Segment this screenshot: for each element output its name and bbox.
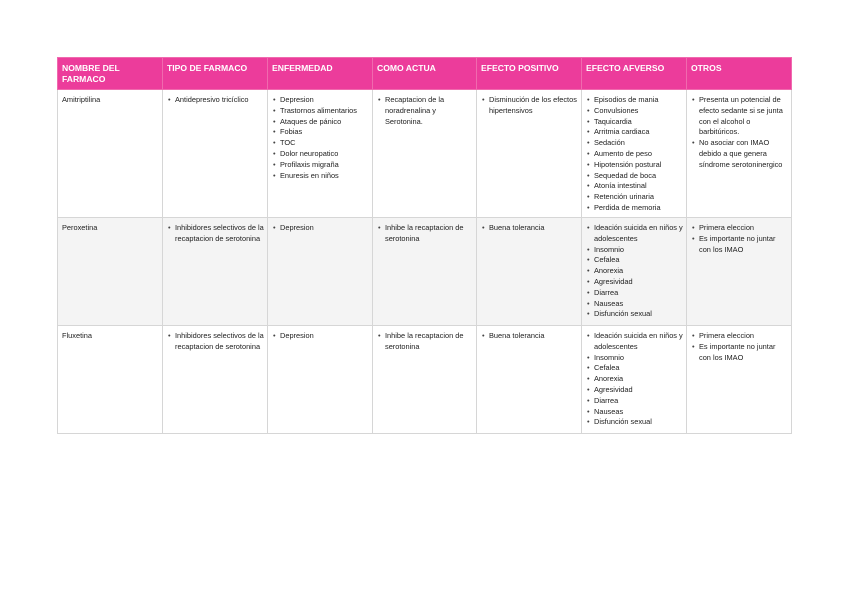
header-row: [58, 58, 792, 90]
bullet-item: • Sequedad de boca: [594, 171, 683, 182]
bullet-list: [691, 95, 788, 171]
efecto-adverso-cell: [582, 90, 687, 218]
como-actua-cell: [373, 90, 477, 218]
bullet-item: • Inhibidores selectivos de la recaptacion de serotonina: [175, 223, 264, 245]
table-body: [58, 90, 792, 434]
bullet-list: [272, 95, 369, 181]
bullet-list: [691, 331, 788, 363]
otros-cell: [687, 218, 792, 326]
header-cell: NOMBRE DEL FARMACO: [58, 58, 163, 90]
bullet-item: • Anorexia: [594, 266, 683, 277]
bullet-item: • Nauseas: [594, 299, 683, 310]
bullet-item: • Diarrea: [594, 396, 683, 407]
como-actua-cell: [373, 218, 477, 326]
bullet-list: [377, 331, 473, 353]
efecto-adverso-cell: [582, 326, 687, 434]
bullet-item: • Retención urinaria: [594, 192, 683, 203]
bullet-list: [272, 331, 369, 342]
bullet-item: • Ataques de pánico: [280, 117, 369, 128]
bullet-item: • Ideación suicida en niños y adolescentes: [594, 223, 683, 245]
drug-table-container: [57, 57, 791, 434]
bullet-item: • Primera eleccion: [699, 331, 788, 342]
bullet-list: [167, 223, 264, 245]
efecto-positivo-cell: [477, 90, 582, 218]
efecto-positivo-cell: [477, 326, 582, 434]
bullet-item: • Diarrea: [594, 288, 683, 299]
bullet-list: [691, 223, 788, 255]
bullet-list: [586, 331, 683, 428]
enfermedad-cell: [268, 90, 373, 218]
enfermedad-cell: [268, 218, 373, 326]
bullet-item: • Anorexia: [594, 374, 683, 385]
bullet-item: • Episodios de mania: [594, 95, 683, 106]
enfermedad-cell: [268, 326, 373, 434]
como-actua-cell: [373, 326, 477, 434]
bullet-item: • Inhibidores selectivos de la recaptacion de serotonina: [175, 331, 264, 353]
bullet-item: • Fobias: [280, 127, 369, 138]
bullet-item: • Es importante no juntar con los IMAO: [699, 342, 788, 364]
bullet-item: • TOC: [280, 138, 369, 149]
header-cell: TIPO DE FARMACO: [163, 58, 268, 90]
table-row: [58, 90, 792, 218]
header-cell: EFECTO POSITIVO: [477, 58, 582, 90]
bullet-list: [481, 331, 578, 342]
bullet-item: • Agresividad: [594, 385, 683, 396]
bullet-item: • Trastornos alimentarios: [280, 106, 369, 117]
bullet-item: • Inhibe la recaptacion de serotonina: [385, 223, 473, 245]
bullet-item: • Hipotensión postural: [594, 160, 683, 171]
bullet-list: [377, 223, 473, 245]
bullet-item: • Cefalea: [594, 363, 683, 374]
bullet-item: • Depresion: [280, 95, 369, 106]
header-cell: EFECTO AFVERSO: [582, 58, 687, 90]
bullet-item: • Insomnio: [594, 353, 683, 364]
bullet-item: • Primera eleccion: [699, 223, 788, 234]
bullet-item: • Nauseas: [594, 407, 683, 418]
bullet-item: • Es importante no juntar con los IMAO: [699, 234, 788, 256]
header-cell: COMO ACTUA: [373, 58, 477, 90]
bullet-item: • No asociar con IMAO debido a que genera síndrome serotoninergico: [699, 138, 788, 170]
bullet-item: • Enuresis en niños: [280, 171, 369, 182]
table-row: [58, 326, 792, 434]
bullet-item: • Disminución de los efectos hipertensivos: [489, 95, 578, 117]
bullet-item: • Insomnio: [594, 245, 683, 256]
drug-name-cell: Amitriptilina: [58, 90, 163, 218]
bullet-item: • Convulsiones: [594, 106, 683, 117]
bullet-item: • Aumento de peso: [594, 149, 683, 160]
bullet-item: • Dolor neuropatico: [280, 149, 369, 160]
bullet-item: • Presenta un potencial de efecto sedante si se junta con el alcohol o barbitúricos.: [699, 95, 788, 138]
tipo-cell: [163, 90, 268, 218]
bullet-item: • Inhibe la recaptacion de serotonina: [385, 331, 473, 353]
drug-name-cell: Fluxetina: [58, 326, 163, 434]
table-row: [58, 218, 792, 326]
bullet-list: [377, 95, 473, 127]
bullet-item: • Depresion: [280, 331, 369, 342]
bullet-list: [481, 223, 578, 234]
drug-name-cell: Peroxetina: [58, 218, 163, 326]
bullet-item: • Disfunción sexual: [594, 417, 683, 428]
bullet-item: • Sedación: [594, 138, 683, 149]
otros-cell: [687, 326, 792, 434]
bullet-item: • Perdida de memoria: [594, 203, 683, 214]
otros-cell: [687, 90, 792, 218]
bullet-item: • Arritmia cardiaca: [594, 127, 683, 138]
bullet-item: • Recaptacion de la noradrenalina y Serotonina.: [385, 95, 473, 127]
bullet-item: • Atonía intestinal: [594, 181, 683, 192]
drug-comparison-table: [57, 57, 792, 434]
bullet-item: • Buena tolerancia: [489, 331, 578, 342]
bullet-list: [272, 223, 369, 234]
bullet-item: • Cefalea: [594, 255, 683, 266]
bullet-item: • Buena tolerancia: [489, 223, 578, 234]
bullet-list: [167, 95, 264, 106]
bullet-item: • Profilaxis migraña: [280, 160, 369, 171]
bullet-item: • Ideación suicida en niños y adolescentes: [594, 331, 683, 353]
bullet-list: [586, 95, 683, 214]
header-cell: ENFERMEDAD: [268, 58, 373, 90]
bullet-item: • Depresion: [280, 223, 369, 234]
bullet-list: [167, 331, 264, 353]
bullet-item: • Antidepresivo tricíclico: [175, 95, 264, 106]
bullet-item: • Taquicardia: [594, 117, 683, 128]
bullet-item: • Agresividad: [594, 277, 683, 288]
bullet-list: [586, 223, 683, 320]
tipo-cell: [163, 326, 268, 434]
efecto-positivo-cell: [477, 218, 582, 326]
efecto-adverso-cell: [582, 218, 687, 326]
bullet-list: [481, 95, 578, 117]
tipo-cell: [163, 218, 268, 326]
header-cell: OTROS: [687, 58, 792, 90]
bullet-item: • Disfunción sexual: [594, 309, 683, 320]
